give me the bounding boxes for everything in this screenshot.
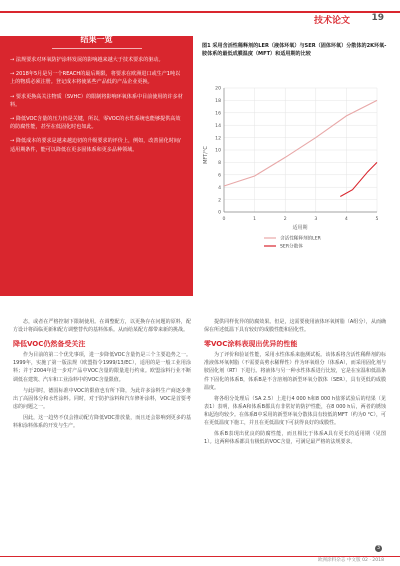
- x-axis-label: 适用期: [292, 225, 308, 231]
- mft-potlife-chart: [202, 80, 387, 265]
- paragraph: 提供同样优异的防腐效果。但是，这需要使用液体环氧树脂（A组分），从而确保在所述低温下具有较好的成膜性能和固化性。: [204, 319, 386, 334]
- chart-series: [224, 100, 377, 196]
- y-tick-label: 6: [218, 173, 221, 179]
- series-line: [224, 100, 377, 186]
- column-left: [13, 318, 191, 433]
- paragraph: 作为目前的第二个优先事项，进一步降低VOC含量仍是三个主要趋势之一。1999年，实施了第一版法规（欧盟指令1999/13/EC），适用的是一般工业用涂料；并于2004年进一步对产品中VOC含量的限量进行约束。欧盟涂料行业不断调低在建筑、汽车和工业涂料中的VOC含量限值。: [13, 352, 191, 383]
- summary-box-divider: [52, 48, 142, 49]
- y-tick-label: 16: [215, 111, 221, 117]
- paragraph: 因此，这一趋势不仅会推动配方降低VOC排放量，而且还会影响到更多的基料和涂料体系的开发与生产。: [13, 414, 191, 430]
- summary-item: → 2018年5月是另一个REACH的最后期限，将要求在欧洲进口或生产1吨以上的物质必须注册。登记成本将使某些产品低的产品企业更换。: [10, 71, 181, 86]
- x-tick-label: 5: [375, 217, 379, 222]
- section-heading: 零VOC涂料表现出优异的性能: [204, 340, 298, 349]
- x-tick-label: 2: [283, 217, 287, 222]
- figure-caption: 图1 采用含活性稀释剂的LER（液体环氧）与SER（固体环氧）分散体的2K环氧-胺体系的最低成膜温度（MFT）和适用期的比较: [202, 43, 387, 57]
- y-tick-label: 12: [215, 136, 221, 142]
- paragraph: 与此同时，德国标准中VOC的限值也有所下降，为此许多涂料生产商逐步推出了高固体分和水性涂料。同时，对于防护涂料和汽车修补涂料，VOC是首要考虑的问题之一。: [13, 387, 191, 410]
- y-tick-label: 2: [218, 198, 221, 204]
- summary-item: → 法规要求对环氧防护涂料发展的影响越来越大于技术要求的驱动。: [10, 57, 164, 63]
- chart-grid: [224, 88, 377, 212]
- page-mark: 3: [376, 545, 381, 551]
- summary-item: → 要求更换高关注物质（SVHC）的限制将影响环氧体系中目前使用的许多材料。: [10, 93, 183, 108]
- paragraph: 态，或者在严格控制下限制使用。在调整配方，以更换存在问题的原料，配方设计将面临更新和配方调整替代的基料体系。从而给某配方都带来新的挑战。: [13, 319, 191, 334]
- paragraph: 为了评价和验证性能，采用水性体系来施测试板。该体系将含活性稀释剂的标准液体环氧树脂（不需要高剪水稀释性）作为环氧组分（体系A），而采用固化剂与胺固化剂（RT）下进行。将液体与另一种水性体系进行比较，它是在室温和低温条件下固化的体系B，体系B是不含溶剂的新型环氧分散体（SER），具有更低的成膜温度。: [204, 352, 386, 391]
- x-tick-label: 4: [344, 217, 348, 222]
- paragraph: 将各组分处理后（SA 2.5）上进行4 000 h和8 000 h盐雾试验后的结果（见表1）表明，体系A和体系B都具有非常好的防护性能，在8 000 h后，两者的锈蚀和起泡均较少。在体系B中采用的新型环氧分散体具有较低的MFT（约为0 °C），可在更低温度下施工，并且在更低温度下可获得良好的成膜性。: [204, 395, 386, 427]
- series-line: [340, 162, 377, 196]
- legend-label: SER分散体: [280, 244, 303, 250]
- section-title: 技术论文: [313, 16, 350, 26]
- chart-legend: [264, 235, 322, 250]
- summary-box-list: [10, 56, 184, 160]
- x-tick-label: 0: [222, 217, 226, 222]
- summary-item: → 降低成本的要求是越来越迫切的升级要求的评价上，例如，改善固化时间/适用期条件，能可以降低在更多固体系和更多品种领域。: [10, 138, 181, 153]
- chart-ticks: [215, 86, 378, 222]
- section-heading: 降低VOC仍然备受关注: [13, 340, 86, 349]
- legend-label: 含活性稀释剂的LER: [280, 236, 321, 242]
- page-number: 19: [371, 13, 384, 23]
- paragraph: 体系B表现出优良的防腐性能，而且相比于体系A具有更长的适用期（见图1）。这两种体系都具有极低的VOC含量，可满足最严格的法规要求。: [204, 431, 386, 446]
- y-tick-label: 10: [215, 148, 221, 154]
- summary-item: → 降低VOC含量的压力仍是关键，所以，零VOC的水性系统也能够提供高效的防腐性能，甚至在低固化时也如此。: [10, 116, 181, 131]
- summary-box-title: 结果一览: [80, 35, 113, 44]
- y-tick-label: 20: [215, 86, 221, 92]
- y-tick-label: 4: [218, 185, 221, 191]
- x-tick-label: 1: [253, 217, 257, 222]
- y-tick-label: 18: [215, 99, 221, 105]
- x-tick-label: 3: [314, 217, 318, 222]
- y-tick-label: 14: [215, 123, 221, 129]
- y-tick-label: 8: [218, 161, 221, 167]
- y-tick-label: 0: [218, 210, 221, 216]
- column-right: [204, 318, 386, 449]
- y-axis-label: MFT/°C: [203, 146, 209, 164]
- journal-footer: 欧洲涂料杂志 中文版 02 · 2018: [317, 558, 384, 563]
